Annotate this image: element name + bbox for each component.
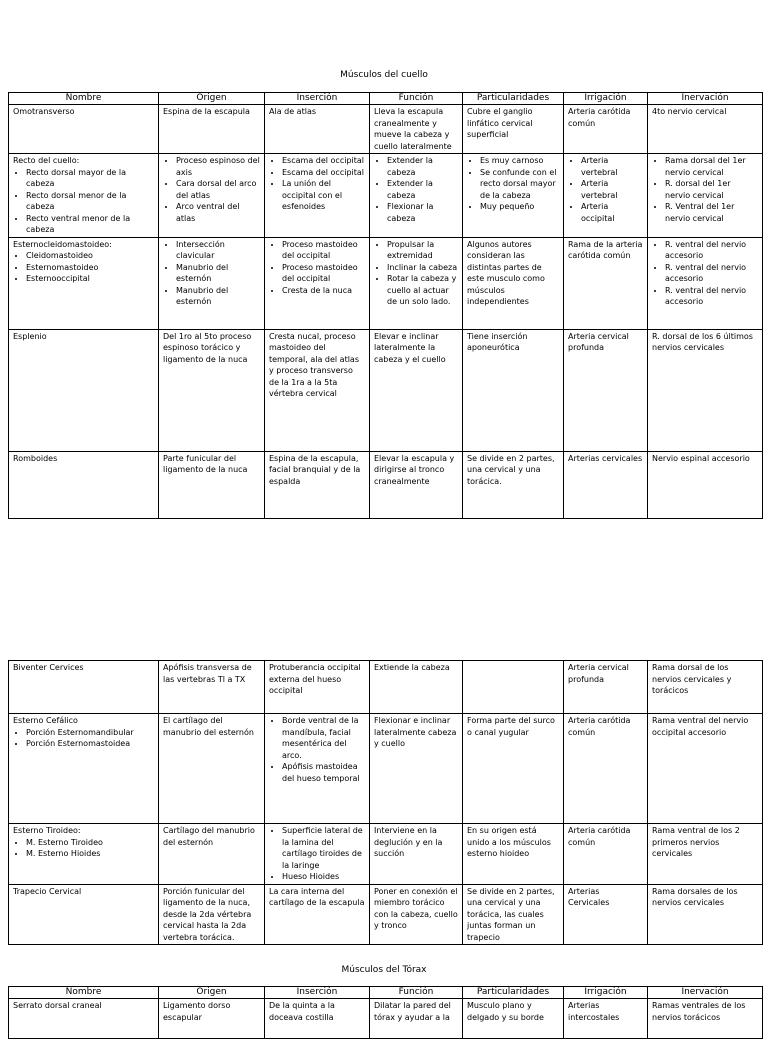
list-item: • La unión del occipital con el esfenoides: [282, 178, 365, 213]
cell-text: Rama dorsal de los nervios cervicales y torácicos: [652, 663, 732, 695]
cell-text: Flexionar e inclinar lateralmente cabeza y cuello: [374, 716, 457, 748]
cell-text: Protuberancia occipital externa del hueso occipital: [269, 663, 361, 695]
cell-text: Esternocleidomastoideo:: [13, 239, 112, 249]
cell-origen: [159, 824, 265, 885]
cell-nombre: [9, 237, 159, 329]
cell-inervacion: [648, 661, 763, 714]
list-item: • Extender la cabeza: [387, 178, 458, 201]
list-item: • Proceso espinoso del axis: [176, 155, 260, 178]
cell-origen: [159, 714, 265, 824]
cell-insercion: [265, 451, 370, 518]
cell-text: Arteria cervical profunda: [568, 663, 629, 684]
table-row: [9, 999, 763, 1039]
cell-funcion: [370, 105, 463, 154]
bullet-list: [374, 155, 458, 224]
cell-nombre: [9, 884, 159, 945]
cell-funcion: [370, 237, 463, 329]
list-item: • Porción Esternomandibular: [26, 727, 154, 739]
bullet-list: [269, 715, 365, 784]
list-item: • Cara dorsal del arco del atlas: [176, 178, 260, 201]
cell-particularidades: [463, 329, 564, 451]
header-insercion: Inserción: [265, 93, 370, 105]
cell-irrigacion: [564, 451, 648, 518]
table-row: [9, 714, 763, 824]
list-item: • Esternomastoideo: [26, 262, 154, 274]
cell-text: Rama ventral del nervio occipital accesorio: [652, 716, 749, 737]
cell-text: Rama de la arteria carótida común: [568, 239, 643, 260]
cell-text: Rama dorsales de los nervios cervicales: [652, 886, 738, 907]
cell-text: Tiene inserción aponeurótica: [467, 331, 528, 352]
list-item: • R. ventral del nervio accesorio: [665, 285, 758, 308]
cell-text: Algunos autores consideran las distintas partes de este musculo como músculos independientes: [467, 239, 545, 306]
header-inervacion: Inervación: [648, 987, 763, 999]
list-item: • Se confunde con el recto dorsal mayor de la cabeza: [480, 167, 559, 202]
header-row: [9, 93, 763, 105]
cell-irrigacion: [564, 714, 648, 824]
cell-text: Recto del cuello:: [13, 156, 80, 165]
cell-origen: [159, 154, 265, 238]
list-item: • Arco ventral del atlas: [176, 201, 260, 224]
table-row: [9, 329, 763, 451]
cell-insercion: [265, 884, 370, 945]
cell-inervacion: [648, 451, 763, 518]
list-item: • Inclinar la cabeza: [387, 262, 458, 274]
list-item: • Esternooccipital: [26, 273, 154, 285]
cell-text: Musculo plano y delgado y su borde: [467, 1001, 544, 1022]
cell-particularidades: [463, 714, 564, 824]
cell-nombre: [9, 661, 159, 714]
cell-inervacion: [648, 329, 763, 451]
cell-text: Ala de atlas: [269, 107, 317, 116]
table-body: [9, 661, 763, 945]
cell-insercion: [265, 105, 370, 154]
table-row: [9, 884, 763, 945]
cell-text: Forma parte del surco o canal yugular: [467, 716, 555, 737]
list-item: • Hueso Hioides: [282, 871, 365, 883]
list-item: • Cleidomastoideo: [26, 250, 154, 262]
table-row: [9, 105, 763, 154]
list-item: • Manubrio del esternón: [176, 285, 260, 308]
cell-text: Porción funicular del ligamento de la nuca, desde la 2da vértebra cervical hasta la 2da vertebra torácica.: [163, 886, 252, 942]
header-insercion: Inserción: [265, 987, 370, 999]
bullet-list: [467, 155, 559, 213]
title-cuello: Músculos del cuello: [340, 70, 428, 80]
cell-funcion: [370, 451, 463, 518]
cell-text: Parte funicular del ligamento de la nuca: [163, 453, 248, 474]
bullet-list: [13, 727, 154, 750]
cell-irrigacion: [564, 105, 648, 154]
cell-origen: [159, 661, 265, 714]
cell-irrigacion: [564, 237, 648, 329]
cell-text: Lleva la escapula cranealmente y mueve la cabeza y cuello lateralmente: [374, 107, 452, 151]
cell-origen: [159, 884, 265, 945]
cell-text: Se divide en 2 partes, una cervical y una torácica.: [467, 453, 555, 486]
list-item: • Escama del occipital: [282, 155, 365, 167]
cell-origen: [159, 105, 265, 154]
header-inervacion: Inervación: [648, 93, 763, 105]
cell-text: Espina de la escapula, facial branquial y de la espalda: [269, 453, 361, 486]
list-item: • Cresta de la nuca: [282, 285, 365, 297]
cell-nombre: [9, 154, 159, 238]
cell-text: Elevar e inclinar lateralmente la cabeza y el cuello: [374, 331, 446, 364]
cell-text: Nervio espinal accesorio: [652, 453, 750, 463]
cell-text: Ramas ventrales de los nervios torácicos: [652, 1001, 746, 1022]
cell-text: Extiende la cabeza: [374, 663, 450, 672]
bullet-list: [13, 837, 154, 860]
bullet-list: [13, 250, 154, 285]
cell-nombre: [9, 329, 159, 451]
cell-text: Serrato dorsal craneal: [13, 1001, 102, 1010]
bullet-list: [163, 155, 260, 224]
header-origen: Origen: [159, 93, 265, 105]
header-row: [9, 987, 763, 999]
cell-text: Se divide en 2 partes, una cervical y una torácica, las cuales juntas forman un trapecio: [467, 886, 555, 942]
cell-funcion: [370, 329, 463, 451]
bullet-list: [269, 155, 365, 213]
cell-text: De la quinta a la doceava costilla: [269, 1001, 335, 1022]
table-row: [9, 451, 763, 518]
cell-irrigacion: [564, 329, 648, 451]
cell-text: El cartílago del manubrio del esternón: [163, 716, 254, 737]
cell-text: La cara interna del cartílago de la escapula: [269, 886, 365, 907]
cell-irrigacion: [564, 884, 648, 945]
cell-text: Esterno Cefálico: [13, 716, 78, 725]
cell-text: Poner en conexión el miembro torácico con la cabeza, cuello y tronco: [374, 886, 458, 930]
table-row: [9, 661, 763, 714]
bullet-list: [13, 167, 154, 236]
cell-particularidades: [463, 884, 564, 945]
cell-text: Interviene en la deglución y en la succión: [374, 826, 443, 858]
header-particularidades: Particularidades: [463, 987, 564, 999]
table-row: [9, 237, 763, 329]
list-item: • Apófisis mastoidea del hueso temporal: [282, 761, 365, 784]
cell-nombre: [9, 105, 159, 154]
list-item: • M. Esterno Tiroideo: [26, 837, 154, 849]
cell-origen: [159, 999, 265, 1039]
cell-inervacion: [648, 105, 763, 154]
bullet-list: [269, 239, 365, 297]
list-item: • M. Esterno Hioides: [26, 848, 154, 860]
cell-text: Elevar la escapula y dirigirse al tronco cranealmente: [374, 453, 455, 486]
cell-text: Esplenio: [13, 331, 47, 341]
list-item: • Escama del occipital: [282, 167, 365, 179]
header-particularidades: Particularidades: [463, 93, 564, 105]
cell-insercion: [265, 661, 370, 714]
cell-text: Esterno Tiroideo:: [13, 826, 81, 835]
table-cuello: [8, 92, 763, 519]
cell-nombre: [9, 451, 159, 518]
cell-text: Arterias Cervicales: [568, 886, 610, 907]
cell-text: Romboides: [13, 453, 58, 463]
cell-inervacion: [648, 154, 763, 238]
list-item: • Manubrio del esternón: [176, 262, 260, 285]
cell-particularidades: [463, 237, 564, 329]
bullet-list: [269, 825, 365, 883]
header-funcion: Función: [370, 987, 463, 999]
cell-text: R. dorsal de los 6 últimos nervios cervicales: [652, 331, 753, 352]
cell-nombre: [9, 999, 159, 1039]
cell-text: Rama ventral de los 2 primeros nervios cervicales: [652, 826, 740, 858]
bullet-list: [163, 239, 260, 308]
list-item: • Propulsar la extremidad: [387, 239, 458, 262]
cell-origen: [159, 451, 265, 518]
cell-origen: [159, 329, 265, 451]
list-item: • Recto dorsal menor de la cabeza: [26, 190, 154, 213]
cell-nombre: [9, 714, 159, 824]
header-nombre: Nombre: [9, 987, 159, 999]
list-item: • Recto ventral menor de la cabeza: [26, 213, 154, 236]
list-item: • Flexionar la cabeza: [387, 201, 458, 224]
title-torax: Músculos del Tórax: [341, 965, 427, 975]
bullet-list: [652, 155, 758, 224]
cell-particularidades: [463, 999, 564, 1039]
header-origen: Origen: [159, 987, 265, 999]
cell-funcion: [370, 714, 463, 824]
cell-insercion: [265, 154, 370, 238]
cell-irrigacion: [564, 999, 648, 1039]
cell-inervacion: [648, 824, 763, 885]
cell-inervacion: [648, 884, 763, 945]
cell-text: En su origen está unido a los músculos esterno hioideo: [467, 826, 551, 858]
header-nombre: Nombre: [9, 93, 159, 105]
cell-text: Trapecio Cervical: [13, 886, 82, 896]
header-funcion: Función: [370, 93, 463, 105]
cell-text: Ligamento dorso escapular: [163, 1001, 231, 1022]
cell-irrigacion: [564, 154, 648, 238]
cell-funcion: [370, 661, 463, 714]
cell-text: Omotransverso: [13, 107, 75, 116]
bullet-list: [568, 155, 643, 224]
list-item: • R. ventral del nervio accesorio: [665, 262, 758, 285]
table-row: [9, 824, 763, 885]
list-item: • Recto dorsal mayor de la cabeza: [26, 167, 154, 190]
cell-text: Del 1ro al 5to proceso espinoso torácico y ligamento de la nuca: [163, 331, 252, 364]
cell-inervacion: [648, 237, 763, 329]
cell-irrigacion: [564, 661, 648, 714]
list-item: • Borde ventral de la mandíbula, facial mesentérica del arco.: [282, 715, 365, 761]
cell-insercion: [265, 237, 370, 329]
cell-insercion: [265, 999, 370, 1039]
cell-particularidades: [463, 661, 564, 714]
cell-inervacion: [648, 999, 763, 1039]
cell-text: Arteria cervical profunda: [568, 331, 629, 352]
cell-funcion: [370, 154, 463, 238]
cell-funcion: [370, 884, 463, 945]
list-item: • Proceso mastoideo del occipital: [282, 262, 365, 285]
table-row: [9, 154, 763, 238]
header-irrigacion: Irrigación: [564, 987, 648, 999]
list-item: • Arteria occipital: [581, 201, 643, 224]
list-item: • Muy pequeño: [480, 201, 559, 213]
bullet-list: [652, 239, 758, 308]
list-item: • Proceso mastoideo del occipital: [282, 239, 365, 262]
list-item: • R. dorsal del 1er nervio cervical: [665, 178, 758, 201]
list-item: • Porción Esternomastoidea: [26, 738, 154, 750]
cell-insercion: [265, 824, 370, 885]
cell-insercion: [265, 714, 370, 824]
cell-text: Biventer Cervices: [13, 663, 84, 672]
cell-irrigacion: [564, 824, 648, 885]
cell-insercion: [265, 329, 370, 451]
cell-text: Dilatar la pared del tórax y ayudar a la: [374, 1001, 451, 1022]
table-cuello-continuacion: [8, 660, 763, 945]
list-item: • Superficie lateral de la lamina del cartílago tiroides de la laringe: [282, 825, 365, 871]
cell-text: Arterias cervicales: [568, 453, 643, 463]
list-item: • Arteria vertebral: [581, 155, 643, 178]
table-body: [9, 999, 763, 1039]
list-item: • Rama dorsal del 1er nervio cervical: [665, 155, 758, 178]
list-item: • Es muy carnoso: [480, 155, 559, 167]
cell-particularidades: [463, 451, 564, 518]
table-torax: [8, 986, 763, 1039]
cell-text: Cresta nucal, proceso mastoideo del temporal, ala del atlas y proceso transverso de la 1ra a la 5ta vértebra cervical: [269, 331, 359, 398]
cell-text: Arteria carótida común: [568, 826, 631, 847]
cell-text: Arterias intercostales: [568, 1001, 620, 1022]
cell-text: Apófisis transversa de las vertebras Tl a TX: [163, 663, 252, 684]
cell-text: 4to nervio cervical: [652, 107, 727, 116]
cell-inervacion: [648, 714, 763, 824]
list-item: • Arteria vertebral: [581, 178, 643, 201]
cell-nombre: [9, 824, 159, 885]
cell-particularidades: [463, 824, 564, 885]
list-item: • R. Ventral del 1er nervio cervical: [665, 201, 758, 224]
cell-origen: [159, 237, 265, 329]
list-item: • R. ventral del nervio accesorio: [665, 239, 758, 262]
cell-text: Cubre el ganglio linfático cervical superficial: [467, 107, 533, 139]
cell-text: Espina de la escapula: [163, 107, 250, 116]
list-item: • Intersección clavicular: [176, 239, 260, 262]
bullet-list: [374, 239, 458, 308]
table-body: [9, 105, 763, 519]
cell-funcion: [370, 999, 463, 1039]
header-irrigacion: Irrigación: [564, 93, 648, 105]
cell-particularidades: [463, 105, 564, 154]
cell-text: Arteria carótida común: [568, 107, 631, 128]
cell-text: Arteria carótida común: [568, 716, 631, 737]
cell-text: Cartílago del manubrio del esternón: [163, 826, 255, 847]
list-item: • Rotar la cabeza y cuello al actuar de un solo lado.: [387, 273, 458, 308]
cell-funcion: [370, 824, 463, 885]
list-item: • Extender la cabeza: [387, 155, 458, 178]
cell-particularidades: [463, 154, 564, 238]
